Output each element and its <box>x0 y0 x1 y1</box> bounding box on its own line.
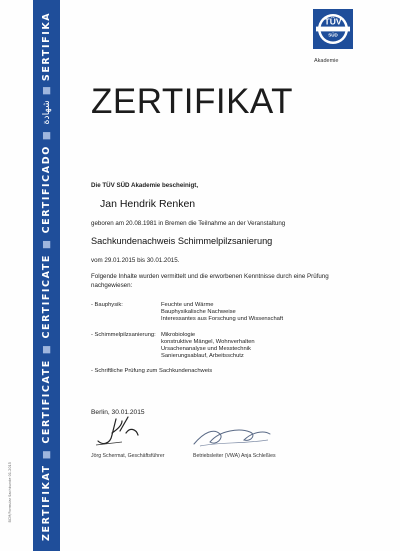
description-text: Folgende Inhalte wurden vermittelt und die erworbenen Kenntnisse durch eine Prüfung nachgewiesen: <box>91 273 329 289</box>
side-band-text <box>33 0 60 551</box>
certificate-title: ZERTIFIKAT <box>91 82 294 121</box>
content-item: Interessantes aus Forschung und Wissenschaft <box>161 316 284 323</box>
content-item: Ursachenanalyse und Messtechnik <box>161 346 251 353</box>
content-items <box>161 332 283 361</box>
band-word: SERTIFIKA <box>41 11 52 82</box>
content-row <box>91 302 283 324</box>
band-word: ZERTIFIKAT <box>41 464 52 541</box>
place-date: Berlin, 30.01.2015 <box>91 409 145 416</box>
recipient-name: Jan Hendrik Renken <box>100 198 196 210</box>
signature-left <box>92 415 162 449</box>
band-word: شهادة <box>41 100 52 125</box>
side-band <box>33 0 60 551</box>
signature-right <box>190 422 275 450</box>
content-category: - Bauphysik: <box>91 302 123 308</box>
content-item: Sanierungsablauf, Arbeitsschutz <box>161 353 244 360</box>
logo-text-bottom: SÜD <box>328 32 338 38</box>
band-separator: ■ <box>41 343 52 355</box>
content-row <box>91 368 283 375</box>
content-category: - Schimmelpilzsanierung: <box>91 331 156 338</box>
birth-statement: geboren am 20.08.1981 in Bremen die Teilnahme an der Veranstaltung <box>91 220 286 227</box>
form-code: BCM/Formular Sachkunde 01.2015 <box>8 462 12 523</box>
band-separator: ■ <box>41 129 52 141</box>
band-separator: ■ <box>41 86 52 96</box>
course-title: Sachkundenachweis Schimmelpilzsanierung <box>91 236 273 246</box>
band-separator: ■ <box>41 448 52 460</box>
band-word: CERTIFICADO <box>41 145 52 234</box>
course-dates: vom 29.01.2015 bis 30.01.2015. <box>91 257 180 264</box>
intro-text: Die TÜV SÜD Akademie bescheinigt, <box>91 182 199 189</box>
content-items <box>161 302 283 324</box>
content-item: konstruktive Mängel, Wohnverhalten <box>161 338 255 345</box>
content-item: Bauphysikalische Nachweise <box>161 309 236 316</box>
content-category: - Schriftliche Prüfung zum Sachkundenachweis <box>91 368 213 375</box>
band-separator: ■ <box>41 238 52 249</box>
band-word: CERTIFICATE <box>41 253 52 339</box>
signer-right: Betriebsleiter (VWA) Anja Schleßies <box>193 453 276 459</box>
band-word: CERTIFICATE <box>41 359 52 444</box>
logo-text-top: TÜV <box>324 16 342 27</box>
tuv-sud-logo-icon <box>313 9 353 49</box>
content-item: Mikrobiologie <box>161 331 196 338</box>
contents-list <box>91 302 283 384</box>
logo-caption: Akademie <box>314 58 339 64</box>
content-item: Feuchte und Wärme <box>161 302 214 308</box>
content-row <box>91 332 283 361</box>
signer-left: Jörg Schermat, Geschäftsführer <box>91 453 165 459</box>
